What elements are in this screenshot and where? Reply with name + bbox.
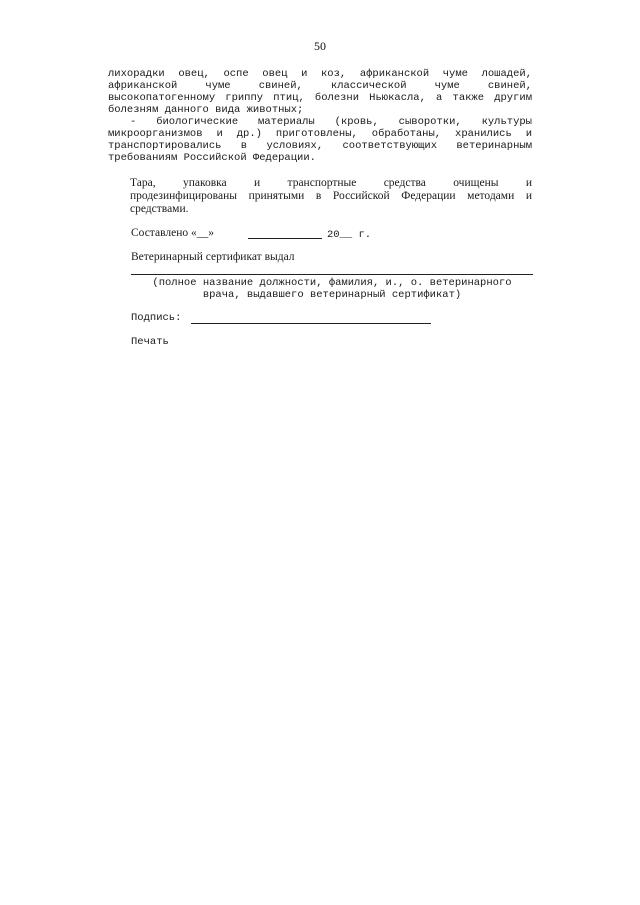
- signature-blank-line: [191, 323, 431, 324]
- compiled-year: 20__ г.: [327, 229, 372, 241]
- paragraph-3-line-2: продезинфицированы принятыми в Российской Федерации методами и: [130, 190, 532, 202]
- paragraph-3-line-1: Тара, упаковка и транспортные средства очищены и: [130, 177, 532, 189]
- issuer-label: Ветеринарный сертификат выдал: [131, 251, 295, 263]
- paragraph-2-line-4: требованиям Российской Федерации.: [108, 152, 316, 164]
- page-number: 50: [314, 39, 326, 53]
- compiled-label: Составлено «__»: [131, 227, 214, 239]
- paragraph-1-line-3: высокопатогенному гриппу птиц, болезни Ньюкасла, а также другим: [108, 92, 532, 104]
- paragraph-2-line-2: микроорганизмов и др.) приготовлены, обработаны, хранились и: [108, 128, 532, 140]
- issuer-caption-line-1: (полное название должности, фамилия, и., о. ветеринарного: [152, 277, 512, 289]
- paragraph-2-line-1: - биологические материалы (кровь, сыворотки, культуры: [130, 116, 532, 128]
- paragraph-3-line-3: средствами.: [130, 203, 189, 215]
- paragraph-1-line-2: африканской чуме свиней, классической чуме свиней,: [108, 80, 532, 92]
- signature-label: Подпись:: [131, 312, 182, 324]
- issuer-caption-line-2: врача, выдавшего ветеринарный сертификат): [202, 289, 462, 301]
- paragraph-2-line-3: транспортировались в условиях, соответствующих ветеринарным: [108, 140, 532, 152]
- stamp-label: Печать: [131, 336, 169, 348]
- paragraph-1-line-4: болезням данного вида животных;: [108, 104, 304, 116]
- compiled-date-blank: [248, 238, 322, 239]
- paragraph-1-line-1: лихорадки овец, оспе овец и коз, африканской чуме лошадей,: [108, 68, 532, 80]
- issuer-blank-line: [131, 274, 533, 275]
